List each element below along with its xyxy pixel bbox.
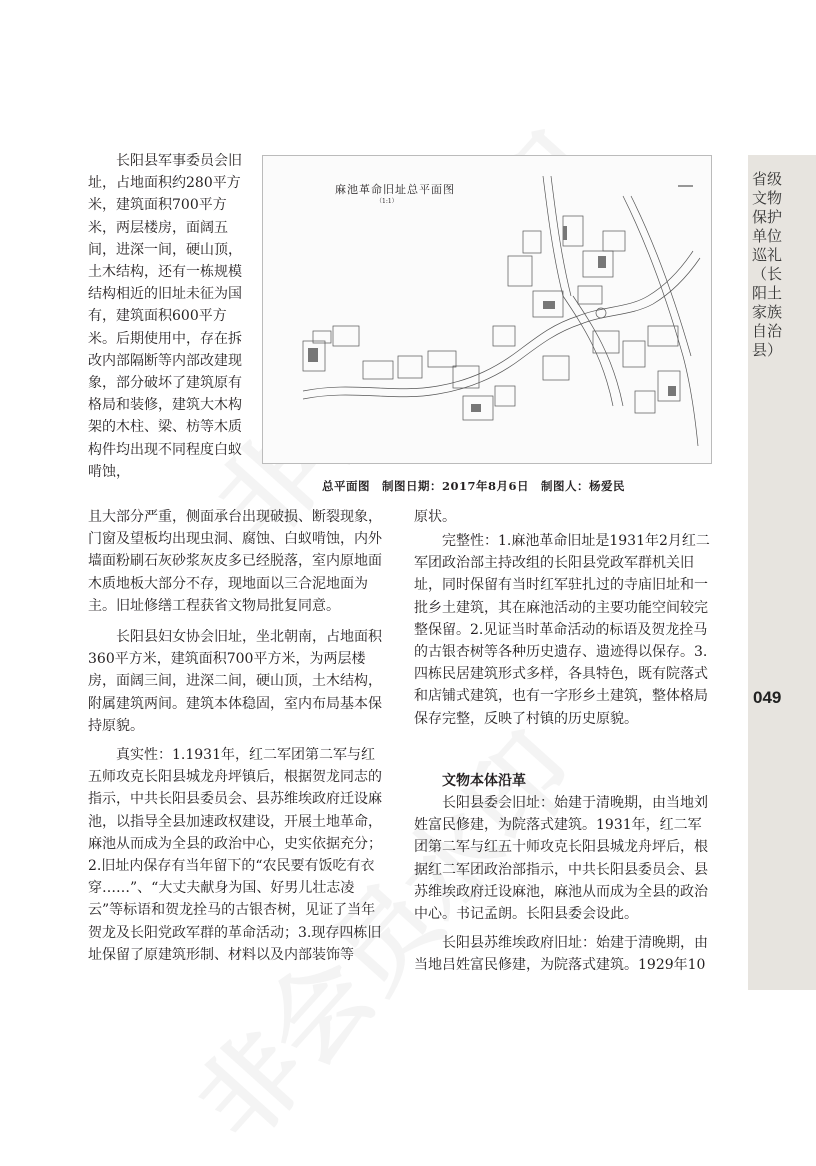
section-heading: 文物本体沿革 <box>442 773 526 789</box>
paragraph-women-association: 长阳县妇女协会旧址，坐北朝南，占地面积360平方米，建筑面积700平方米，为两层楼房，面阔三间，进深二间，硬山顶，土木结构，附属建筑两间。建筑本体稳固，室内布局基本保持原貌。 <box>88 629 382 734</box>
page-number: 049 <box>753 688 782 707</box>
paragraph-integrity: 完整性：1.麻池革命旧址是1931年2月红二军团政治部主持改组的长阳县党政军群机关旧址，同时保留有当时红军驻扎过的寺庙旧址和一批乡土建筑，其在麻池活动的主要功能空间较完整保留。2.见证当时革命活动的标语及贺龙拴马的古银杏树等各种历史遗存、遗迹得以保存。3.四栋民居建筑形式多样，各具特色，既有院落式和店铺式建筑，也有一字形乡土建筑，整体格局保存完整，反映了村镇的历史原貌。 <box>414 533 710 727</box>
paragraph-soviet-government-history: 长阳县苏维埃政府旧址：始建于清晚期，由当地吕姓富民修建，为院落式建筑。1929年10 <box>414 935 708 974</box>
map-scale: （1:1） <box>376 198 398 205</box>
paragraph-authenticity: 真实性：1.1931年，红二军团第二军与红五师攻克长阳县城龙舟坪镇后，根据贺龙同志的指示，中共长阳县委员会、县苏维埃政府迁设麻池，以指导全县加速政权建设，开展土地革命，麻池从而成为全县的政治中心，史实依据充分；2.旧址内保存有当年留下的“农民要有饭吃有衣穿……”、“大丈夫献身为国、好男儿壮志凌云”等标语和贺龙拴马的古银杏树，见证了当年贺龙及长阳党政军群的革命活动；3.现存四栋旧址保留了原建筑形制、材料以及内部装饰等 <box>88 747 382 963</box>
map-title: 麻池革命旧址总平面图 <box>335 183 455 196</box>
paragraph-continuation: 原状。 <box>414 509 456 525</box>
paragraph-military-committee: 长阳县军事委员会旧址，占地面积约280平方米，建筑面积700平方米，两层楼房，面阔五间，进深一间，硬山顶，土木结构，还有一栋规模结构相近的旧址未征为国有，建筑面积600平方米。后期使用中，存在拆改内部隔断等内部改建现象，部分破坏了建筑原有格局和装修，建筑大木构架的木柱、梁、枋等木质构件均出现不同程度白蚁啃蚀， <box>88 153 242 480</box>
paragraph-military-committee-cont: 且大部分严重，侧面承台出现破损、断裂现象，门窗及望板均出现虫洞、腐蚀、白蚁啃蚀，内外墙面粉刷石灰砂浆灰皮多已经脱落，室内原地面木质地板大部分不存，现地面以三合泥地面为主。旧址修缮工程获省文物局批复同意。 <box>88 509 382 614</box>
site-plan-drawing <box>263 156 711 463</box>
site-plan-figure <box>262 155 712 464</box>
figure-caption: 总平面图 制图日期：2017年8月6日 制图人：杨爱民 <box>322 479 626 493</box>
paragraph-county-committee-history: 长阳县委会旧址：始建于清晚期，由当地刘姓富民修建，为院落式建筑。1931年，红二军团第二军与红五十师攻克长阳县城龙舟坪后，根据红二军团政治部指示，中共长阳县委员会、县苏维埃政府迁设麻池，麻池从而成为全县的政治中心。书记孟朗。长阳县委会设此。 <box>414 795 708 923</box>
sidebar-title: 省级文物保护单位巡礼（长阳土家族自治县） <box>751 170 782 359</box>
